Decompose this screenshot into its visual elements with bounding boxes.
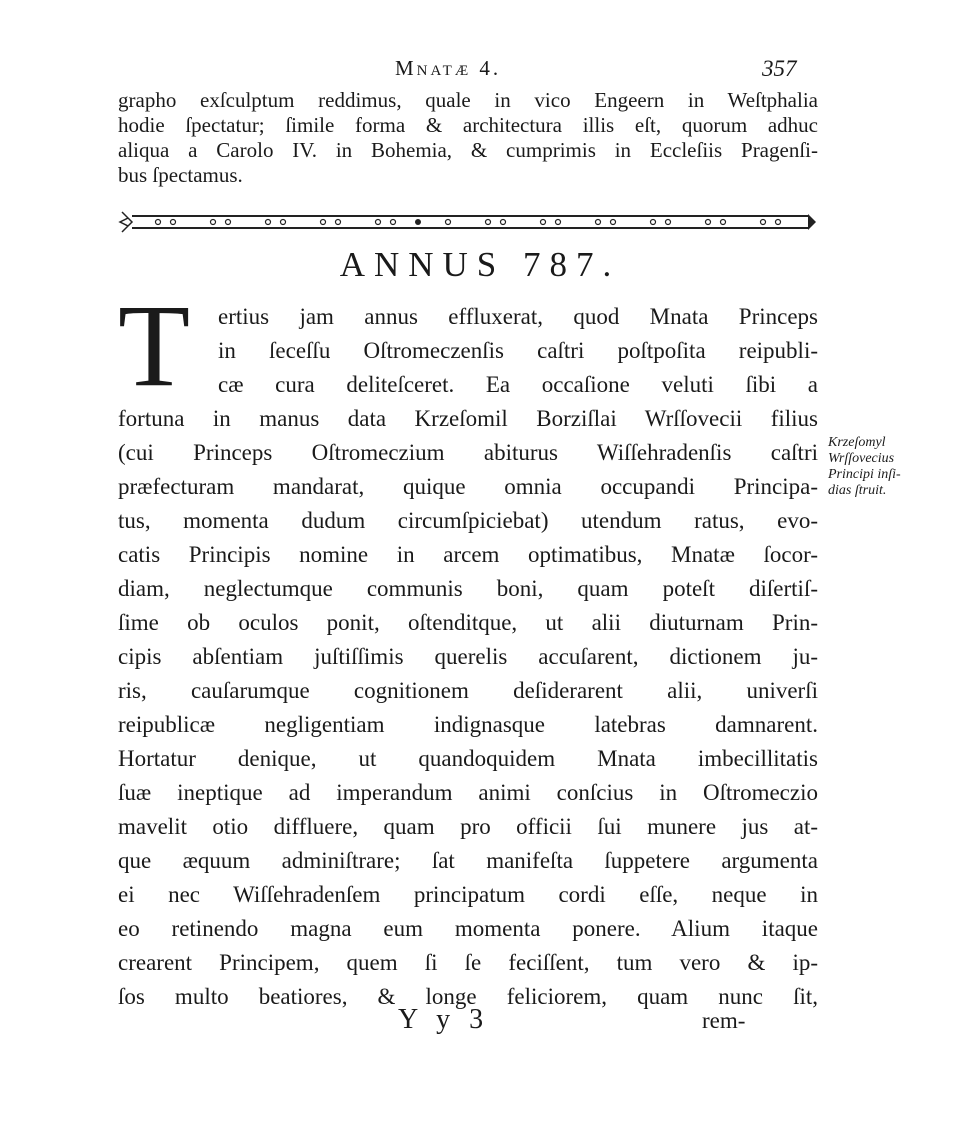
text-line: bus ſpectamus. bbox=[118, 163, 243, 187]
margin-note-line: Principi inſi- bbox=[828, 467, 901, 482]
text-line: (cui Princeps Oſtromeczium abiturus Wiſſehradenſis caſtri bbox=[118, 440, 818, 465]
intro-paragraph bbox=[118, 88, 818, 188]
section-heading: ANNUS 787. bbox=[339, 245, 621, 284]
text-line: hodie ſpectatur; ſimile forma & architectura illis eſt, quorum adhuc bbox=[118, 113, 818, 137]
margin-note-line: Krzeſomyl bbox=[828, 435, 886, 450]
text-line: tus, momenta dudum circumſpiciebat) utendum ratus, evo- bbox=[118, 508, 818, 533]
text-line: catis Principis nomine in arcem optimatibus, Mnatæ ſocor- bbox=[118, 542, 818, 567]
running-head bbox=[0, 56, 960, 86]
text-line: que æquum adminiſtrare; ſat manifeſta ſuppetere argumenta bbox=[118, 848, 818, 873]
text-line: ertius jam annus effluxerat, quod Mnata Princeps bbox=[218, 304, 818, 329]
page-number: 357 bbox=[762, 56, 797, 81]
ornamental-rule bbox=[118, 208, 818, 236]
drop-cap: T bbox=[118, 280, 191, 411]
text-line: reipublicæ negligentiam indignasque latebras damnarent. bbox=[118, 712, 818, 737]
catchword: rem- bbox=[702, 1008, 746, 1033]
text-line: mavelit otio diffluere, quam pro officii ſui munere jus at- bbox=[118, 814, 818, 839]
text-line: ſuæ ineptique ad imperandum animi conſcius in Oſtromeczio bbox=[118, 780, 818, 805]
text-line: cipis abſentiam juſtiſſimis querelis accuſarent, dictionem ju- bbox=[118, 644, 818, 669]
text-line: Hortatur denique, ut quandoquidem Mnata imbecillitatis bbox=[118, 746, 818, 771]
text-line: grapho exſculptum reddimus, quale in vico Engeern in Weſtphalia bbox=[118, 88, 818, 112]
text-line: eo retinendo magna eum momenta ponere. Alium itaque bbox=[118, 916, 818, 941]
text-line: aliqua a Carolo IV. in Bohemia, & cumprimis in Eccleſiis Pragenſi- bbox=[118, 138, 818, 162]
page-footer bbox=[0, 1004, 960, 1044]
margin-note bbox=[828, 435, 948, 499]
main-paragraph bbox=[118, 300, 818, 1014]
text-line: crearent Principem, quem ſi ſe feciſſent, tum vero & ip- bbox=[118, 950, 818, 975]
signature-mark: Y y 3 bbox=[398, 1004, 490, 1035]
text-line: præfecturam mandarat, quique omnia occupandi Principa- bbox=[118, 474, 818, 499]
text-line: fortuna in manus data Krzeſomil Borziſlai Wrſſovecii filius bbox=[118, 406, 818, 431]
text-line: ſos multo beatiores, & longe feliciorem, quam nunc ſit, bbox=[118, 984, 818, 1009]
text-line: cæ cura deliteſceret. Ea occaſione veluti ſibi a bbox=[218, 372, 818, 397]
text-line: diam, neglectumque communis boni, quam poteſt diſertiſ- bbox=[118, 576, 818, 601]
running-title: Mnatæ 4. bbox=[395, 56, 502, 80]
margin-note-line: Wrſſovecius bbox=[828, 451, 895, 466]
text-line: ei nec Wiſſehradenſem principatum cordi eſſe, neque in bbox=[118, 882, 818, 907]
text-line: ris, cauſarumque cognitionem deſiderarent alii, univerſi bbox=[118, 678, 818, 703]
margin-note-line: dias ſtruit. bbox=[828, 483, 887, 498]
text-line: ſime ob oculos ponit, oſtenditque, ut alii diuturnam Prin- bbox=[118, 610, 818, 635]
text-line: in ſeceſſu Oſtromeczenſis caſtri poſtpoſita reipubli- bbox=[218, 338, 818, 363]
